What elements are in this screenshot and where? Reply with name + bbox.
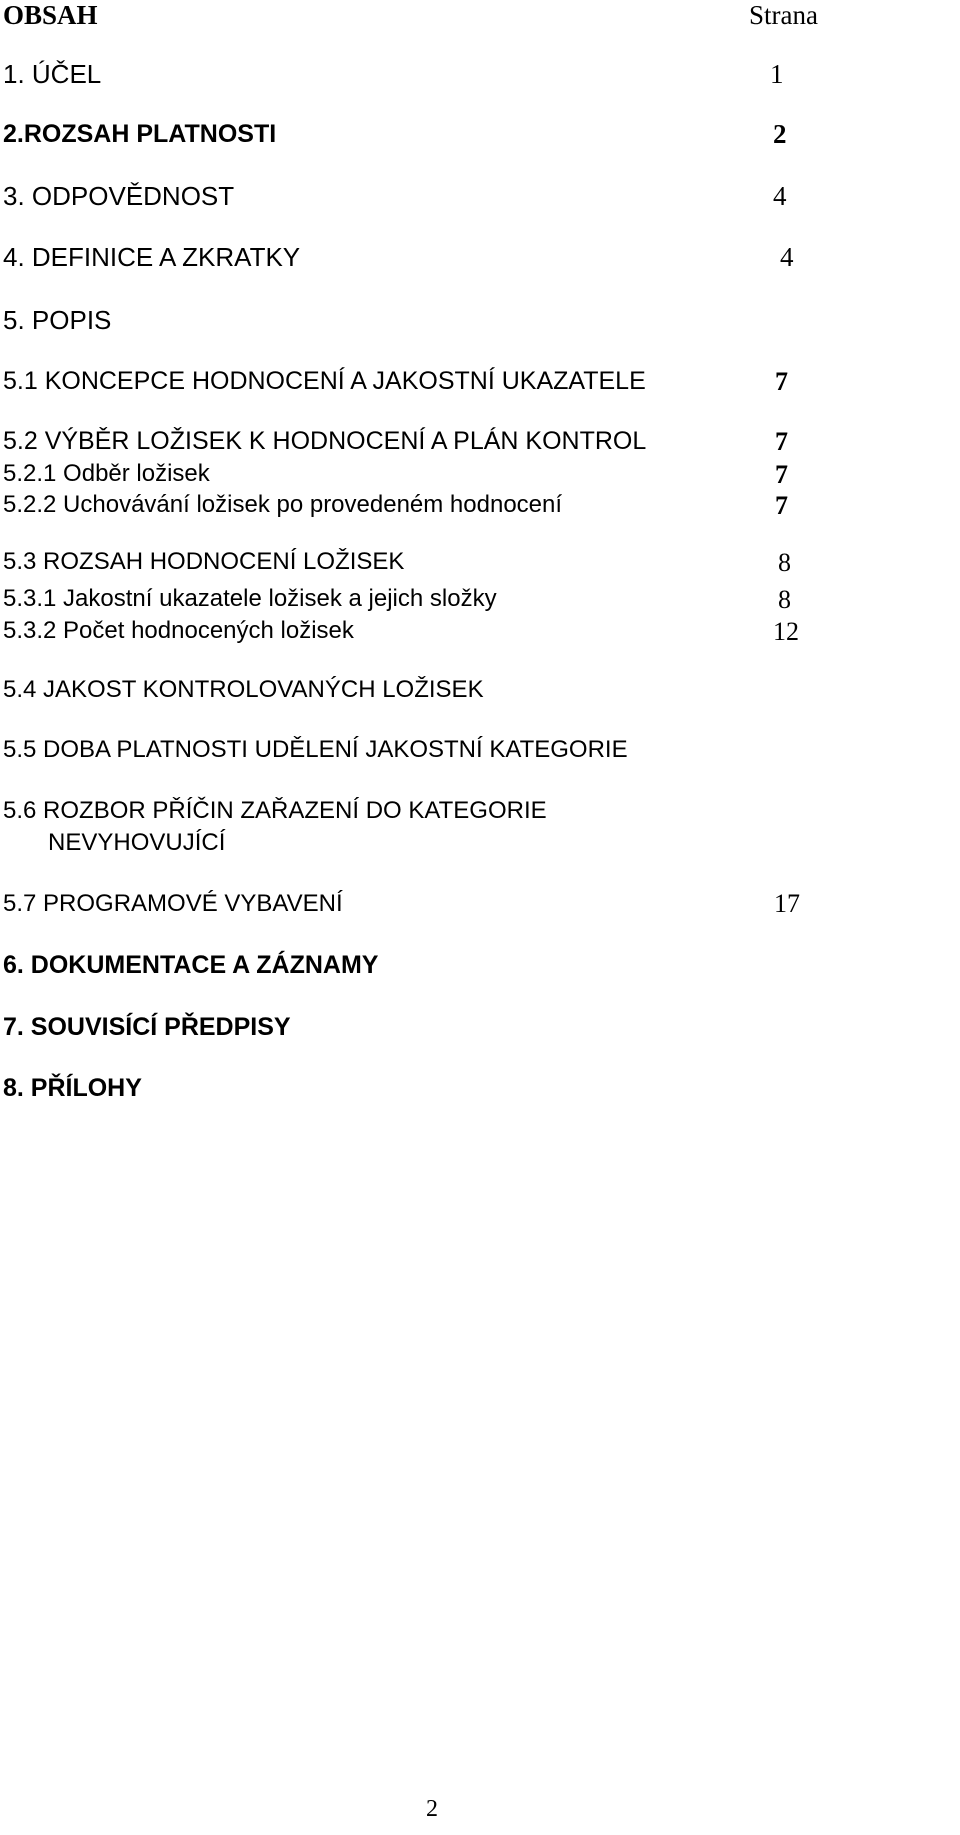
toc-entry-page: 7 xyxy=(775,367,788,396)
toc-entry-page: 1 xyxy=(770,59,784,89)
toc-entry-label: 3. ODPOVĚDNOST xyxy=(3,181,235,211)
toc-entry-label: 5.3.1 Jakostní ukazatele ložisek a jejich složky xyxy=(3,585,497,612)
toc-entry-label: 5.3 ROZSAH HODNOCENÍ LOŽISEK xyxy=(3,548,405,575)
toc-entry-page: 17 xyxy=(774,889,800,918)
toc-entry-label: 5.7 PROGRAMOVÉ VYBAVENÍ xyxy=(3,890,343,917)
toc-entry-label: 5.3.2 Počet hodnocených ložisek xyxy=(3,617,354,644)
toc-entry-label: 1. ÚČEL xyxy=(3,59,102,89)
toc-entry-label: 5.5 DOBA PLATNOSTI UDĚLENÍ JAKOSTNÍ KATEGORIE xyxy=(3,736,628,763)
toc-entry-page: 8 xyxy=(778,585,791,614)
toc-entry-label: 5.2.2 Uchovávání ložisek po provedeném hodnocení xyxy=(3,491,563,518)
toc-entry-page: 7 xyxy=(775,460,788,489)
toc-entry-label: 2.ROZSAH PLATNOSTI xyxy=(3,120,277,148)
toc-entry-page: 4 xyxy=(773,181,787,211)
page-column-label: Strana xyxy=(749,0,818,30)
toc-entry-page: 4 xyxy=(780,242,794,272)
toc-entry-page: 2 xyxy=(773,119,787,149)
toc-entry-label: 7. SOUVISÍCÍ PŘEDPISY xyxy=(3,1013,291,1041)
toc-title: OBSAH xyxy=(3,0,98,30)
toc-entry-label: 5.2 VÝBĚR LOŽISEK K HODNOCENÍ A PLÁN KONTROL xyxy=(3,427,647,455)
toc-entry-label: 5.4 JAKOST KONTROLOVANÝCH LOŽISEK xyxy=(3,676,484,703)
toc-entry-label: 5. POPIS xyxy=(3,305,112,335)
toc-entry-label-continuation: NEVYHOVUJÍCÍ xyxy=(48,829,226,856)
toc-entry-label: 5.2.1 Odběr ložisek xyxy=(3,460,210,487)
toc-entry-page: 8 xyxy=(778,548,791,577)
toc-entry-page: 7 xyxy=(775,427,788,456)
toc-entry-label: 6. DOKUMENTACE A ZÁZNAMY xyxy=(3,951,379,979)
toc-entry-label: 5.1 KONCEPCE HODNOCENÍ A JAKOSTNÍ UKAZATELE xyxy=(3,367,646,395)
page-number: 2 xyxy=(426,1796,438,1822)
toc-entry-label: 4. DEFINICE A ZKRATKY xyxy=(3,242,301,272)
toc-entry-page: 12 xyxy=(773,617,799,646)
toc-entry-page: 7 xyxy=(775,491,788,520)
toc-entry-label: 5.6 ROZBOR PŘÍČIN ZAŘAZENÍ DO KATEGORIE xyxy=(3,797,547,824)
toc-entry-label: 8. PŘÍLOHY xyxy=(3,1074,142,1102)
